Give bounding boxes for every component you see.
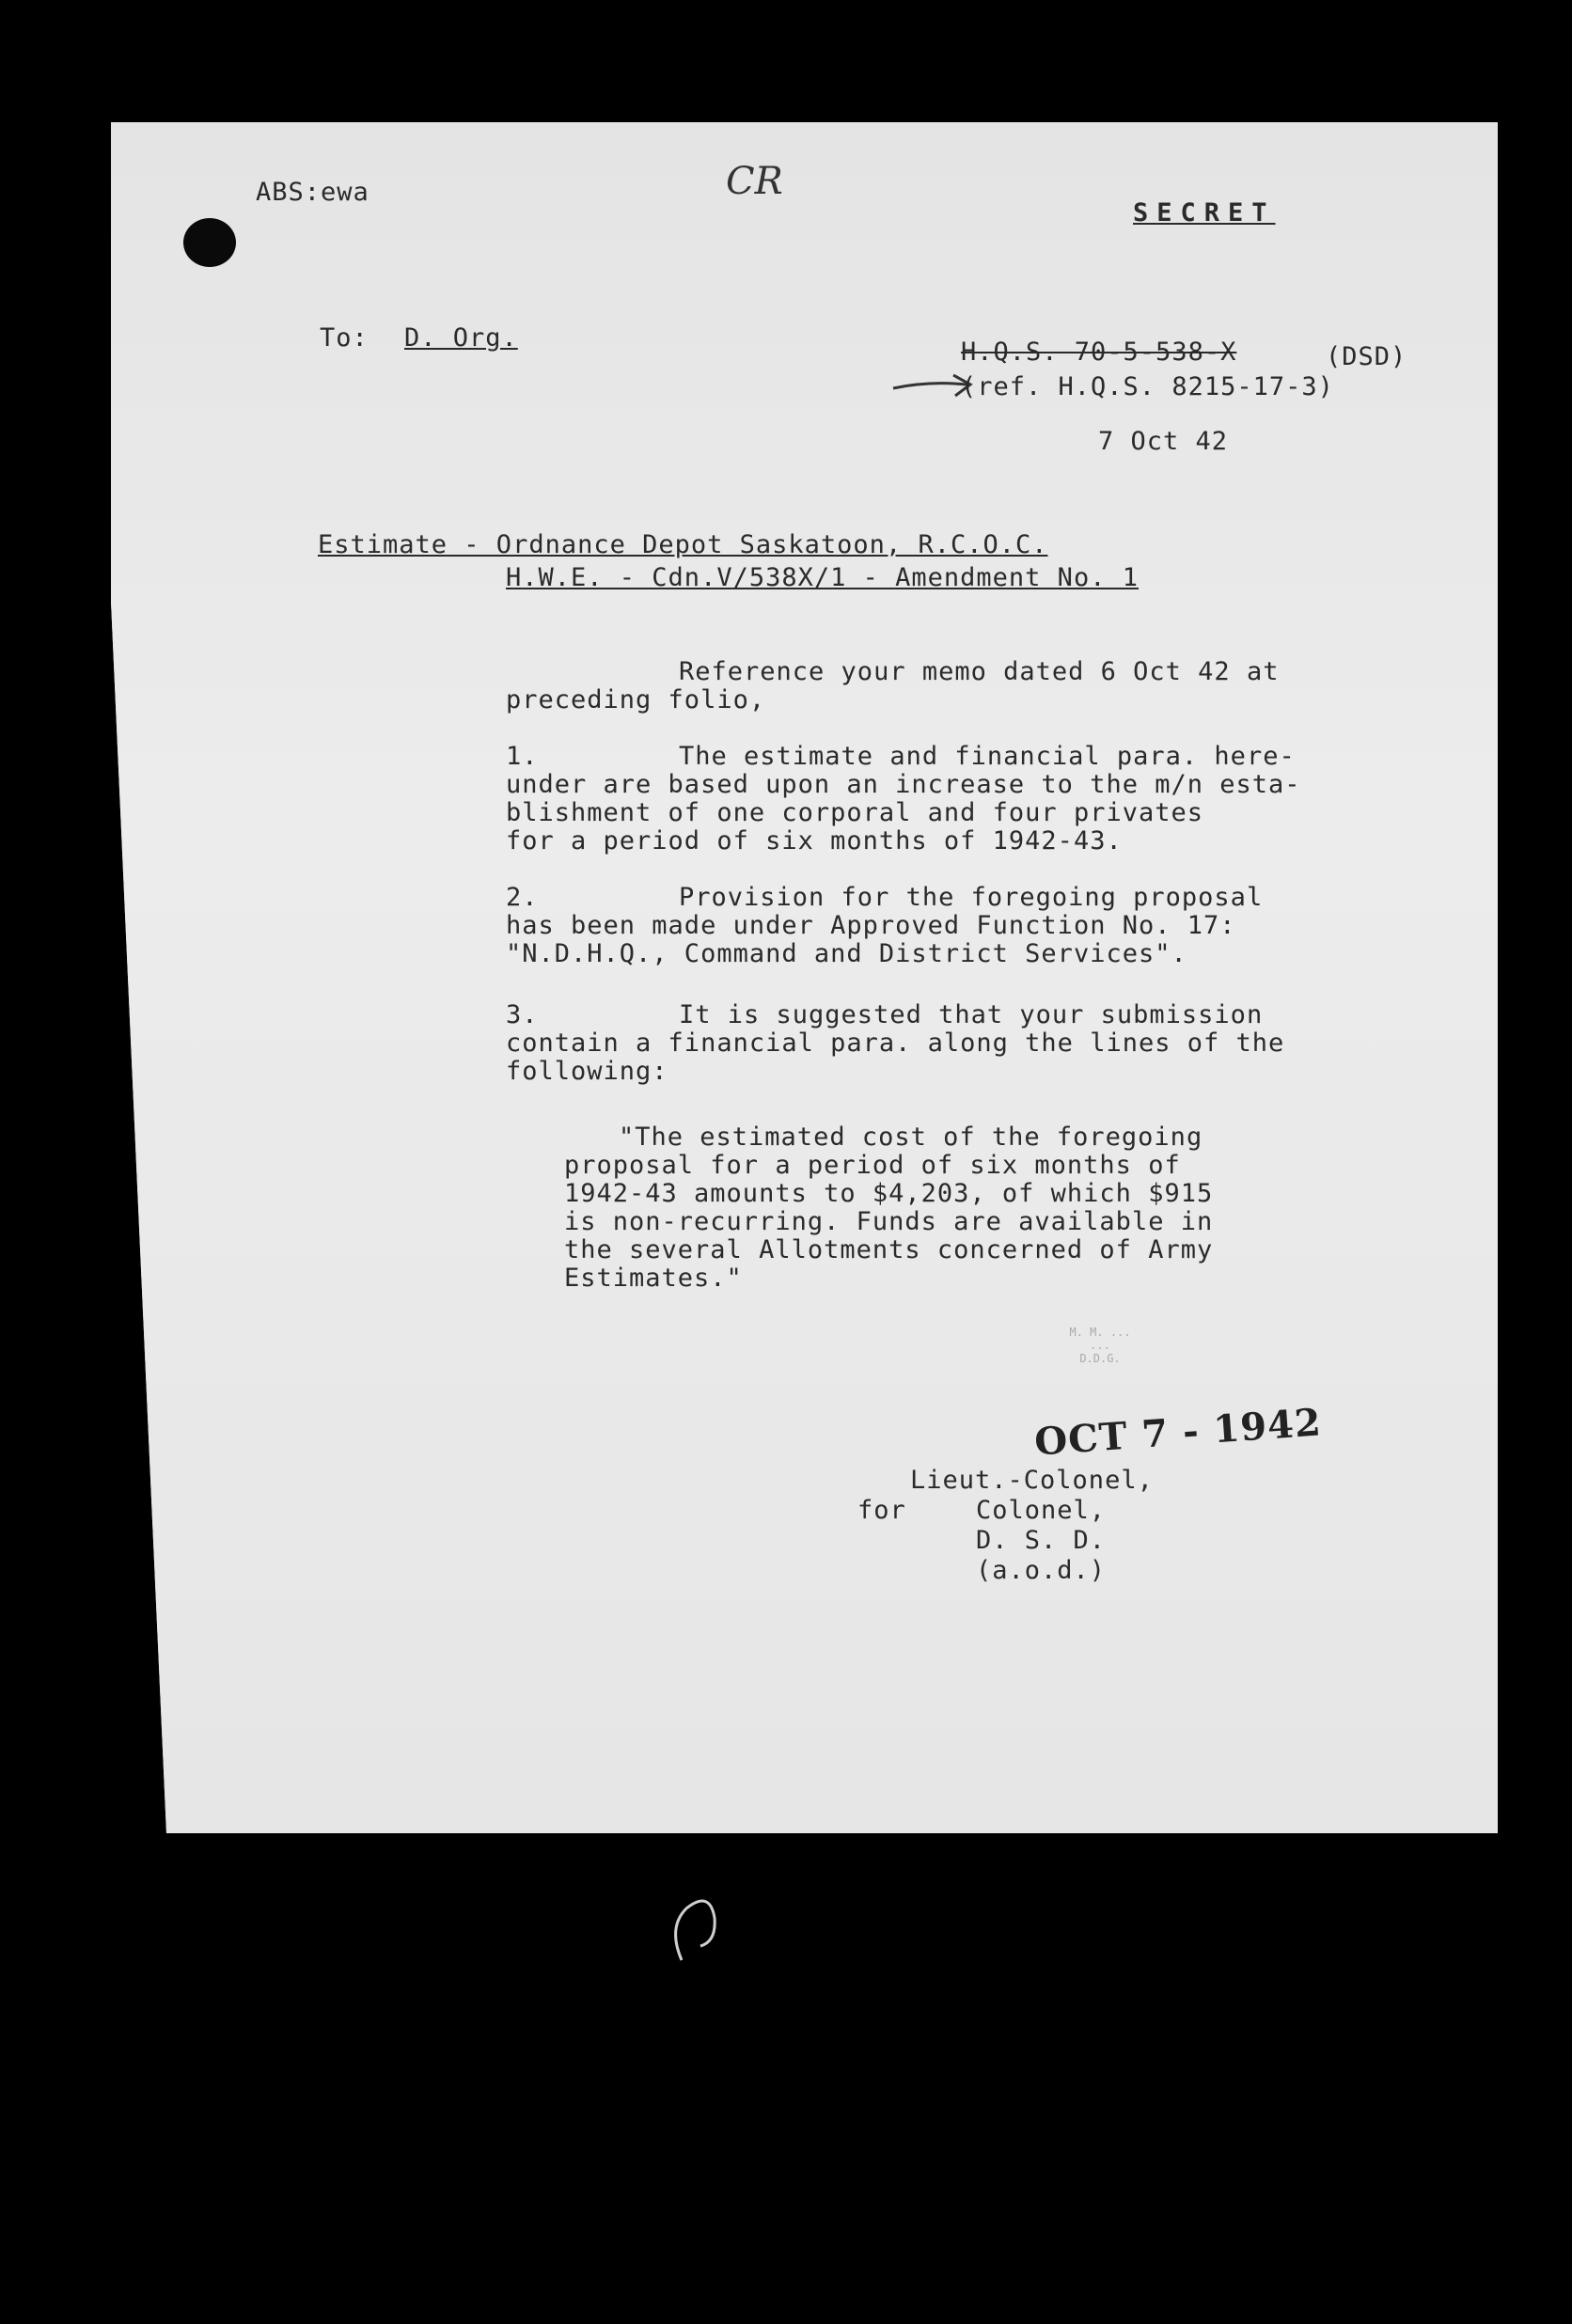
subject-line-2: H.W.E. - Cdn.V/538X/1 - Amendment No. 1 [506,563,1139,592]
para-3-line: following: [506,1057,668,1086]
file-number-struck: H.Q.S. 70-5-538-X [961,338,1237,367]
quote-line: the several Allotments concerned of Army [564,1235,1214,1264]
punch-hole [183,218,236,267]
memo-date: 7 Oct 42 [1098,427,1229,456]
quote-line: 1942-43 amounts to $4,203, of which $915 [564,1179,1214,1208]
para-2-number: 2. [506,883,539,912]
para-1-line: The estimate and financial para. here- [679,742,1296,771]
intro-line-1: Reference your memo dated 6 Oct 42 at [679,657,1280,686]
para-1-line: under are based upon an increase to the m/n esta- [506,770,1301,799]
date-stamp: OCT 7 - 1942 [1032,1400,1324,1465]
quote-line: is non-recurring. Funds are available in [564,1207,1214,1236]
quote-line: proposal for a period of six months of [564,1151,1181,1180]
para-1-number: 1. [506,742,539,771]
signature-for: for [857,1496,906,1525]
quote-line: "The estimated cost of the foregoing [619,1123,1203,1152]
para-2-line: "N.D.H.Q., Command and District Services". [506,939,1187,968]
signature-title-4: (a.o.d.) [976,1556,1107,1585]
typist-initials: ABS:ewa [256,178,369,207]
file-reference: (ref. H.Q.S. 8215-17-3) [961,372,1334,401]
para-2-line: has been made under Approved Function No. 17: [506,911,1236,940]
to-label: To: [320,323,369,353]
signature-title-3: D. S. D. [976,1526,1107,1555]
para-1-line: for a period of six months of 1942-43. [506,826,1123,856]
signature-title-2: Colonel, [976,1496,1107,1525]
subject-line-1: Estimate - Ordnance Depot Saskatoon, R.C.O.C. [318,530,1048,559]
quote-line: Estimates." [564,1264,743,1293]
para-1-line: blishment of one corporal and four privates [506,798,1203,827]
para-3-line: contain a financial para. along the lines of the [506,1029,1285,1058]
para-3-line: It is suggested that your submission [679,1000,1264,1029]
received-stamp: M. M. ... ... D.D.G. [1069,1326,1131,1365]
scratch-mark [658,1890,771,1974]
signature-title-1: Lieut.-Colonel, [910,1466,1154,1495]
to-value: D. Org. [404,323,518,353]
para-3-number: 3. [506,1000,539,1029]
intro-line-2: preceding folio, [506,685,766,714]
classification-marking: SECRET [1133,198,1276,228]
file-department: (DSD) [1326,342,1407,371]
handwritten-note: CR [726,160,783,203]
para-2-line: Provision for the foregoing proposal [679,883,1264,912]
